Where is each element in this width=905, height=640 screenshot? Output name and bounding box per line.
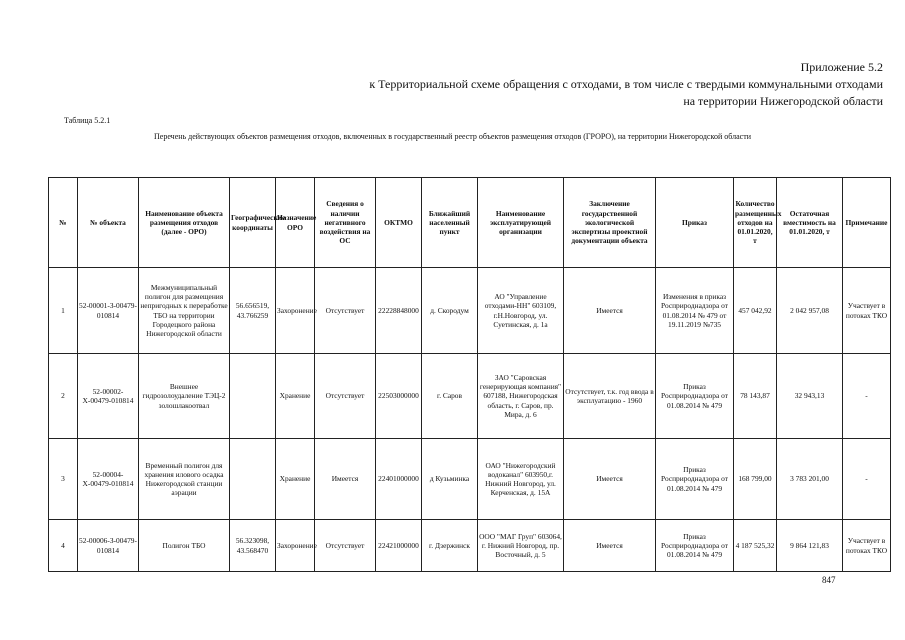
- table-cell: Приказ Росприроднадзора от 01.08.2014 № 479: [656, 439, 734, 520]
- table-cell: Захоронение: [276, 520, 315, 572]
- table-caption: Перечень действующих объектов размещения отходов, включенных в государственный реестр объектов размещения отходов (ГРОРО), на территории Нижегородской области: [154, 132, 751, 141]
- table-cell: ОАО "Нижегородский водоканал" 603950,г. Нижний Новгород, ул. Керченская, д. 15А: [478, 439, 564, 520]
- table-cell: Хранение: [276, 354, 315, 439]
- appendix-subtitle-line-2: на территории Нижегородской области: [683, 94, 883, 108]
- column-header: Наименование эксплуатирующей организации: [478, 178, 564, 268]
- table-cell: 22228848000: [376, 268, 422, 354]
- table-cell: д Кузьминка: [422, 439, 478, 520]
- table-cell: [230, 439, 276, 520]
- table-cell: 168 799,00: [734, 439, 777, 520]
- table-cell: Внешнее гидрозолоудаление ТЭЦ-2 золошлакоотвал: [139, 354, 230, 439]
- table-cell: -: [843, 439, 891, 520]
- table-cell: ООО "МАГ Груп" 603064, г. Нижний Новгород, пр. Восточный, д. 5: [478, 520, 564, 572]
- table-cell: Отсутствует: [315, 354, 376, 439]
- table-cell: Участвует в потоках ТКО: [843, 268, 891, 354]
- table-cell: 2 042 957,08: [777, 268, 843, 354]
- table-cell: 78 143,87: [734, 354, 777, 439]
- column-header: Примечание: [843, 178, 891, 268]
- table-cell: Приказ Росприроднадзора от 01.08.2014 № 479: [656, 520, 734, 572]
- table-number: Таблица 5.2.1: [64, 116, 111, 125]
- column-header: № объекта: [78, 178, 139, 268]
- table-cell: д. Скородум: [422, 268, 478, 354]
- column-header: Заключение государственной экологической экспертизы проектной документации объекта: [564, 178, 656, 268]
- table-cell: АО "Управление отходами-НН" 603109, г.Н.Новгород, ул. Суетинская, д. 1а: [478, 268, 564, 354]
- table-cell: 52-00002-Х-00479-010814: [78, 354, 139, 439]
- table-cell: 2: [49, 354, 78, 439]
- table-cell: 56.656519, 43.766259: [230, 268, 276, 354]
- table-cell: Приказ Росприроднадзора от 01.08.2014 № 479: [656, 354, 734, 439]
- table-cell: Временный полигон для хранения илового осадка Нижегородской станции аэрации: [139, 439, 230, 520]
- table-cell: 22503000000: [376, 354, 422, 439]
- column-header: Ближайший населенный пункт: [422, 178, 478, 268]
- table-cell: Отсутствует: [315, 520, 376, 572]
- table-cell: 22401000000: [376, 439, 422, 520]
- table-cell: 9 864 121,83: [777, 520, 843, 572]
- table-cell: Имеется: [564, 268, 656, 354]
- column-header: №: [49, 178, 78, 268]
- table-cell: 52-00004-Х-00479-010814: [78, 439, 139, 520]
- table-cell: 3 783 201,00: [777, 439, 843, 520]
- appendix-heading: [369, 59, 883, 110]
- table-cell: 52-00001-З-00479-010814: [78, 268, 139, 354]
- table-row: [49, 439, 891, 520]
- table-row: [49, 268, 891, 354]
- column-header: Остаточная вместимость на 01.01.2020, т: [777, 178, 843, 268]
- table-cell: 32 943,13: [777, 354, 843, 439]
- table-header-row: [49, 178, 891, 268]
- table-cell: ЗАО "Саровская генерирующая компания" 607188, Нижегородская область, г. Саров, пр. Мира, д. 6: [478, 354, 564, 439]
- column-header: Наименование объекта размещения отходов (далее - ОРО): [139, 178, 230, 268]
- table-cell: Отсутствует: [315, 268, 376, 354]
- table-cell: 3: [49, 439, 78, 520]
- table-cell: Имеется: [315, 439, 376, 520]
- column-header: Сведения о наличии негативного воздействия на ОС: [315, 178, 376, 268]
- table-cell: 52-00006-З-00479-010814: [78, 520, 139, 572]
- table-cell: 22421000000: [376, 520, 422, 572]
- table-cell: Имеется: [564, 439, 656, 520]
- table-cell: 56.323098, 43.568470: [230, 520, 276, 572]
- table-cell: г. Саров: [422, 354, 478, 439]
- column-header: Назначение ОРО: [276, 178, 315, 268]
- table-row: [49, 520, 891, 572]
- table-cell: Межмуниципальный полигон для размещения непригодных к переработке ТБО на территории Городецкого района Нижегородской области: [139, 268, 230, 354]
- appendix-title: Приложение 5.2: [800, 60, 883, 74]
- table-cell: -: [843, 354, 891, 439]
- table-cell: Имеется: [564, 520, 656, 572]
- column-header: Приказ: [656, 178, 734, 268]
- table-cell: 457 042,92: [734, 268, 777, 354]
- table-row: [49, 354, 891, 439]
- table-cell: Участвует в потоках ТКО: [843, 520, 891, 572]
- table-cell: [230, 354, 276, 439]
- table-cell: г. Дзержинск: [422, 520, 478, 572]
- table-cell: Захоронение: [276, 268, 315, 354]
- table-cell: Отсутствует, т.к. год ввода в эксплуатацию - 1960: [564, 354, 656, 439]
- column-header: Географические координаты: [230, 178, 276, 268]
- page-number: 847: [822, 575, 836, 585]
- waste-facilities-table: [48, 177, 891, 572]
- table-cell: 1: [49, 268, 78, 354]
- table-cell: Хранение: [276, 439, 315, 520]
- column-header: Количество размещенных отходов на 01.01.2020, т: [734, 178, 777, 268]
- table-cell: Изменения в приказ Росприроднадзора от 01.08.2014 № 479 от 19.11.2019 №735: [656, 268, 734, 354]
- table-cell: 4: [49, 520, 78, 572]
- table-cell: Полигон ТБО: [139, 520, 230, 572]
- column-header: ОКТМО: [376, 178, 422, 268]
- appendix-subtitle-line-1: к Территориальной схеме обращения с отходами, в том числе с твердыми коммунальными отходами: [369, 77, 883, 91]
- table-cell: 4 187 525,32: [734, 520, 777, 572]
